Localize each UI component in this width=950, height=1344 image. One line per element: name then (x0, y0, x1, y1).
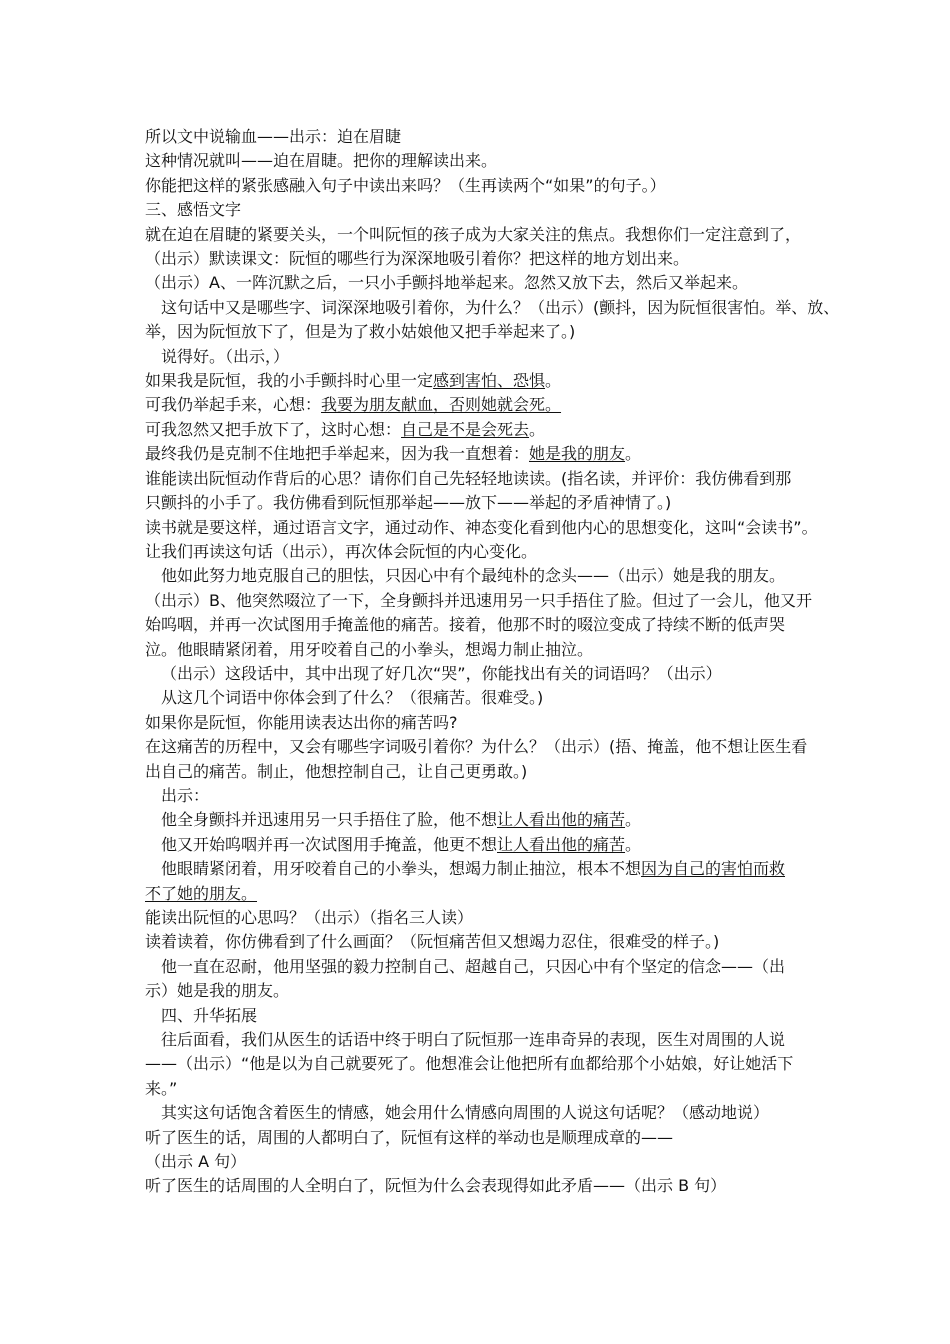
text-line (145, 1101, 815, 1125)
text-line (145, 564, 815, 588)
text-line (145, 686, 815, 710)
text-span: 这句话中又是哪些字、词深深地吸引着你，为什么？（出示）(颤抖，因为阮恒很害怕。举、放、 (161, 297, 840, 317)
text-line (145, 271, 815, 295)
text-line (145, 613, 815, 637)
text-span: （出示）B、他突然啜泣了一下，全身颤抖并迅速用另一只手捂住了脸。但过了一会儿，他又开 (145, 590, 812, 610)
text-line (145, 467, 815, 491)
text-span: 。 (625, 810, 642, 830)
text-line (145, 589, 815, 613)
underlined-text: 因为自己的害怕而救 (641, 859, 786, 879)
underlined-text: 不了她的朋友。 (145, 883, 258, 903)
text-span: 他全身颤抖并迅速用另一只手捂住了脸，他不想 (161, 810, 498, 830)
text-line (145, 662, 815, 686)
text-line (145, 540, 815, 564)
text-line (145, 638, 815, 662)
text-line (145, 198, 815, 222)
text-line (145, 930, 815, 954)
text-span: 读书就是要这样，通过语言文字，通过动作、神态变化看到他内心的思想变化，这叫“会读书”。 (145, 517, 818, 537)
text-span: 读着读着，你仿佛看到了什么画面？（阮恒痛苦但又想竭力忍住，很难受的样子。) (145, 932, 720, 952)
text-line (145, 174, 815, 198)
text-line (145, 1126, 815, 1150)
text-span: 。 (625, 444, 642, 464)
text-span: （出示）默读课文：阮恒的哪些行为深深地吸引着你？把这样的地方划出来。 (145, 249, 690, 269)
text-span: 所以文中说输血——出示：迫在眉睫 (145, 127, 402, 146)
text-line (145, 979, 815, 1003)
underlined-text: 让人看出他的痛苦 (497, 810, 626, 830)
text-line (145, 1077, 815, 1101)
text-line (145, 345, 815, 369)
text-line (145, 516, 818, 540)
text-span: （出示）A、一阵沉默之后，一只小手颤抖地举起来。忽然又放下去，然后又举起来。 (145, 273, 748, 293)
text-span: 其实这句话饱含着医生的情感，她会用什么情感向周围的人说这句话呢？（感动地说） (161, 1103, 770, 1123)
text-line (145, 369, 815, 393)
text-line (145, 418, 815, 442)
text-span: 听了医生的话周围的人全明白了，阮恒为什么会表现得如此矛盾——（出示 B 句） (145, 1176, 727, 1196)
text-span: 往后面看，我们从医生的话语中终于明白了阮恒那一连串奇异的表现，医生对周围的人说 (161, 1030, 786, 1050)
text-span: 。 (545, 371, 562, 391)
text-span: （出示 A 句） (145, 1152, 247, 1172)
text-span: 听了医生的话，周围的人都明白了，阮恒有这样的举动也是顺理成章的—— (145, 1127, 674, 1147)
text-line (145, 833, 815, 857)
text-span: 出示： (161, 785, 210, 805)
text-span: 他眼睛紧闭着，用牙咬着自己的小拳头，想竭力制止抽泣，根本不想 (161, 859, 642, 879)
text-span: 示）她是我的朋友。 (145, 981, 290, 1001)
text-span: 从这几个词语中你体会到了什么？（很痛苦。很难受。) (161, 688, 544, 708)
text-line (145, 735, 815, 759)
text-span: 说得好。（出示，） (161, 346, 290, 366)
text-line (145, 882, 815, 906)
text-span: 来。” (145, 1078, 178, 1098)
text-span: 他一直在忍耐，他用坚强的毅力控制自己、超越自己，只因心中有个坚定的信念——（出 (161, 956, 786, 976)
text-span: 泣。他眼睛紧闭着，用牙咬着自己的小拳头，想竭力制止抽泣。 (145, 639, 594, 659)
text-line (145, 1052, 815, 1076)
underlined-text: 感到害怕、恐惧 (433, 371, 546, 391)
text-span: 如果我是阮恒，我的小手颤抖时心里一定 (145, 371, 434, 391)
text-span: ——（出示）“他是以为自己就要死了。他想准会让他把所有血都给那个小姑娘，好让她活下 (145, 1054, 794, 1074)
text-span: 举，因为阮恒放下了，但是为了救小姑娘他又把手举起来了。) (145, 322, 576, 342)
text-line (145, 784, 815, 808)
text-span: 只颤抖的小手了。我仿佛看到阮恒那举起——放下——举起的矛盾神情了。) (145, 493, 672, 513)
text-line (145, 1174, 815, 1198)
document-body (145, 125, 840, 1199)
text-span: 可我仍举起手来，心想： (145, 395, 322, 415)
text-line (145, 1004, 815, 1028)
text-span: 能读出阮恒的心思吗？（出示）（指名三人读） (145, 908, 474, 927)
text-span: 他又开始呜咽并再一次试图用手掩盖，他更不想 (161, 834, 498, 854)
text-line (145, 1150, 815, 1174)
text-line (145, 857, 815, 881)
text-line (145, 247, 815, 271)
text-line (145, 491, 815, 515)
text-line (145, 1028, 815, 1052)
text-line (145, 296, 840, 320)
text-line (145, 149, 815, 173)
text-span: 四、升华拓展 (161, 1005, 258, 1025)
text-span: 谁能读出阮恒动作背后的心思？请你们自己先轻轻地读读。(指名读，并评价：我仿佛看到那 (145, 468, 792, 488)
text-span: 你能把这样的紧张感融入句子中读出来吗？（生再读两个“如果”的句子。） (145, 175, 666, 195)
text-span: 在这痛苦的历程中，又会有哪些字词吸引着你？为什么？（出示）(捂、掩盖，他不想让医生看 (145, 737, 808, 757)
text-span: 最终我仍是克制不住地把手举起来，因为我一直想着： (145, 444, 530, 464)
text-span: 三、感悟文字 (145, 200, 242, 220)
underlined-text: 她是我的朋友 (529, 444, 626, 464)
underlined-text: 自己是不是会死去 (401, 419, 530, 439)
text-span: 可我忽然又把手放下了，这时心想： (145, 419, 402, 439)
text-line (145, 223, 815, 247)
text-line (145, 711, 815, 735)
text-line (145, 393, 815, 417)
text-span: 始呜咽，并再一次试图用手掩盖他的痛苦。接着，他那不时的啜泣变成了持续不断的低声哭 (145, 615, 786, 635)
text-line (145, 442, 815, 466)
text-span: 。 (529, 419, 546, 439)
text-line (145, 808, 815, 832)
text-span: 就在迫在眉睫的紧要关头，一个叫阮恒的孩子成为大家关注的焦点。我想你们一定注意到了， (145, 224, 802, 244)
text-line (145, 760, 815, 784)
text-line (145, 320, 815, 344)
text-line (145, 955, 815, 979)
text-line (145, 125, 815, 149)
text-span: 这种情况就叫——迫在眉睫。把你的理解读出来。 (145, 151, 498, 171)
text-span: 。 (625, 834, 642, 854)
text-span: 他如此努力地克服自己的胆怯，只因心中有个最纯朴的念头——（出示）她是我的朋友。 (161, 566, 786, 586)
text-span: 如果你是阮恒，你能用读表达出你的痛苦吗? (145, 712, 458, 732)
text-span: （出示）这段话中，其中出现了好几次“哭”，你能找出有关的词语吗？（出示） (161, 663, 722, 683)
underlined-text: 让人看出他的痛苦 (497, 834, 626, 854)
text-span: 让我们再读这句话（出示），再次体会阮恒的内心变化。 (145, 541, 538, 561)
underlined-text: 我要为朋友献血，否则她就会死。 (321, 395, 562, 415)
text-line (145, 906, 815, 930)
text-span: 出自己的痛苦。制止，他想控制自己，让自己更勇敢。) (145, 761, 528, 781)
